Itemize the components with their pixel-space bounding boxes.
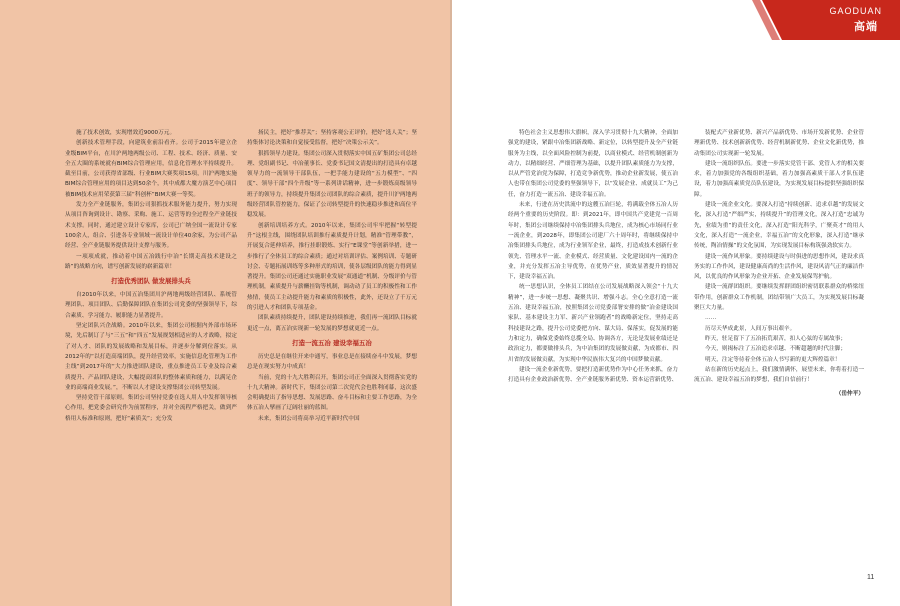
article-column-3 xyxy=(508,128,678,593)
right-page xyxy=(452,0,900,606)
section-heading: 打造优秀团队 做发展排头兵 xyxy=(111,277,191,286)
paragraph: 一项项成就，推动着中国五冶践行中冶“长期走高技术建设之路”的战略方向，谱写创新发展的崭新篇章！ xyxy=(65,253,237,270)
page-number: 11 xyxy=(867,574,875,581)
paragraph: 团队素质持续提升，团队建设持续推进，我们再一流团队目标就更近一点，离五冶实现新一轮发展的梦想就更近一点。 xyxy=(247,315,417,332)
paragraph: 建设一流作风形象。要持续建设与时俱进的思想作风，建设求真务实的工作作风，建设健康高尚的生活作风，建设风清气正的廉洁作风，以优良的作风形象为企业开拓、企业发展保驾护航。 xyxy=(694,253,864,281)
paragraph: 建设一流群团组织。要继续发挥群团组织密切联系群众的桥梁纽带作用，创新群众工作机制，团结带领广大员工，为实现发展目标凝聚巨大力量。 xyxy=(694,284,864,312)
paragraph: 站在新的历史起点上，我们激情满怀，展望未来，你将着打造一流五冶、建设幸福五冶的梦想，我们自信前行！ xyxy=(694,366,864,384)
paragraph: 统一思想认识，全体员工团结在公司发展战略深入领会“十九大精神”，进一步统一思想、凝聚共识、增强斗志。全心全意打造一流五冶、建设幸福五冶，按照集团公司党委部署安排的做“冶金建设国家队、基本建设主力军、新兴产业领跑者”的战略新定位，坚持走高科技建设之路，提升公司党委把方向、谋大局、保落实，促发展的能力和定力，确保党委始终总揽全局、协调各方，无论是发展业绩还是政治定力，都要做排头兵，为中冶集团的发展做贡献，为成都市、四川省的发展做贡献，为实现中华民族伟大复兴的中国梦做贡献。 xyxy=(508,284,678,363)
paragraph: 创新培训培养方式。2010年以来，集团公司牢牢把握“转型提升”这根主线，围绕团队培训推行素质提升计划，精准“管理带教”，开展复合延伸培养，推行挂职锻炼、实行“E课堂”等创新举措，进一步推行了全体员工的综合素质；通过对培训评估、案例培训、专题研讨会、专题拓展训练等多种形式的培训，使各层级团队的能力得到显著提升。集团公司还通过实施职业发展“双通道”机制、分级评价与管理机制，素质提升与薪酬挂钩等机制，调动动了员工的积极性和工作热情，使员工主动提升能力和素质的积极性，此外，还设立了千万元的引进人才和团队专项基金。 xyxy=(247,222,417,312)
paragraph: 建设一流企业文化。要深入打造“持续创新、追求卓越”的发展文化，深入打造“严细严实，持续提升”的管理文化，深入打造“忠诚为先，业绩为重”的责任文化，深入打造“阳光科学，广聚英才”的用人文化，深入打造“一流企业，幸福五冶”的文化形象，深入打造“继承传统，陶冶情操”的文化氛围，为实现发展目标构筑强劲软实力。 xyxy=(694,202,864,250)
paragraph: 扬民主，把好“推荐关”；坚持客观公正评价，把好“选人关”；坚持集体讨论决策和自觉接受监督，把好“决策公示关”。 xyxy=(247,130,417,147)
article-column-4 xyxy=(694,128,864,593)
article-column-1 xyxy=(65,128,237,593)
paragraph: 建设一流企业新优势，要把打造新优势作为中心任务来抓，奋力打造具有企业政治新优势、全产业链服务新优势、资本运营新优势、 xyxy=(508,366,678,384)
paragraph: 今天，则揭标注了五冶追求卓越、不断超越的时代注脚； xyxy=(705,346,847,353)
paragraph: 坚定团队兴企战略。2010年以来，集团公司根据内外部市场环境，先后制订了与“三五”和“四五”发展规划相适应的人才战略，拟定了对人才、团队的发展战略和发展目标，并逐步分解到位落实。从2012年的“以打造高端团队，提升经营效率，实施信息化管理为工作主线”到2017年的“大力推进团队建设，重点推进员工专业及综合素质提升、产品团队建设，大幅提高团队的整体素质和能力，以满足企业的高端商业发展。”，不断以人才建设支撑集团公司转型发展。 xyxy=(65,323,237,391)
paragraph: 发力全产业链服务，集团公司狠抓技术服务能力提升，努力实现从项目咨询到设计、勘察、采购、施工、运营等的全过程全产业链技术支撑。同时，通过建立设计专家库，公司已广纳全国一流设计专家100余人，组合、引进各专业领域一流设计单位40余家，为公司产品经营、全产业链服务提供设计支撑与服务。 xyxy=(65,202,237,250)
paragraph: 施了技术创效，实现增效近9000万元。 xyxy=(76,130,176,136)
ellipsis-line: …… xyxy=(705,315,717,322)
section-label-cn: 高端 xyxy=(854,20,878,33)
paragraph: 自2010年以来，中国五冶集团川沪两地两级经营团队、系统管理团队、项目团队、后勤保障团队在集团公司党委的坚强领导下，综合素质、学习能力、履职能力显著提升。 xyxy=(65,292,237,319)
paragraph: 特色社会主义思想伟大旗帜，深入学习贯彻十九大精神，全面加强党的建设，紧跟中冶集团新战略、新定位，以转型提升及全产业链服务为主线，以全面风险控制为前提，以商业模式、经营机制创新为动力，以精细经营、严细管理为基础，以提升团队素质能力为支撑，以从严管党治党为保障，打造竞争新优势，推动企业新发展，使五冶人也带在集团公司党委的坚强领导下，以“发展企业、成就员工”为己任，奋力打造一流五冶、建设幸福五冶。 xyxy=(508,130,678,198)
paragraph: 创新技术管理手段，向建筑业前沿看齐。公司于2015年建立企业级BIM平台，在川沪两地两级公司、工程、技术、经济、质量、安全五大圈的系统就有BIM综合管理应用，信息化管理水平持续提升。截至目前，公司获得省部级、行业BIM大赛奖项15项，川沪两地实施BIM综合管理应用的项目达到50余个，其中成都大魔方演艺中心项目被BIM技术应用荣获第三届“科创杯”BIM大赛一等奖。 xyxy=(65,140,237,198)
author-byline: （岳仲平） xyxy=(835,391,864,398)
section-label-en: GAODUAN xyxy=(829,6,882,16)
paragraph: 历尽天华成此景，人间万事出艰辛。 xyxy=(705,325,796,332)
paragraph: 坚持党管干部原则。集团公司坚持党委在选人用人中发挥领导核心作用，把党委会研究作为前置程序，并对全流程严格把关，做到严格用人标准和原则，把好“素质关”；充分发 xyxy=(65,395,237,422)
paragraph: 未来，行进在历史洪流中的这艘五冶巨轮，将满载全体五冶人历经两个重要的历史阶段。即：到2021年，即中国共产党建党一百周年时，集团公司继续保持中冶集团排头兵地位，成为核心市场同行业一流企业，到2028年，即集团公司建厂六十周年时，将继续保持中冶集团排头兵地位，成为行业领军企业，最终，打造成技术创新行业领先、管理水平一流、企业模式、经营质量、文化建设国内一流的企业，并充分发挥五冶主导优势，在优势产业，质效显著提升的情况下，建设幸福五冶。 xyxy=(508,202,678,281)
paragraph: 建设一流组织队伍。要进一步落实党管干部、党管人才的相关要求，着力加强党的各级组织基础，着力加强高素质干部人才队伍建设，着力加强高素质党员队伍建设，为实现发展目标提供坚强组织保障。 xyxy=(694,160,864,198)
paragraph: 装配式产业新优势、新兴产品新优势、市场开发新优势、企业管理新优势、技术创新新优势、经营机制新优势、企业文化新优势，推动集团公司实现新一轮发展。 xyxy=(694,130,864,157)
article-column-2 xyxy=(247,128,417,593)
paragraph: 昨天，驻足留下了五冶拓荒艰苦，扣人心弦的专属故事； xyxy=(705,335,847,342)
paragraph: 明天，注定等待着全体五冶人书写新的更大辉煌篇章！ xyxy=(705,356,841,363)
paragraph: 当前，党的十九大胜利召开，集团公司正全面深入贯彻落实党的十九大精神。新时代下，集团公司第二次党代会也胜利闭幕，这次盛会明确提出了指导思想、发展思路、奋斗目标和主要工作思路，为全体五冶人擘画了辽阔壮丽的蓝图。 xyxy=(247,374,417,412)
section-heading: 打造一流五冶 建设幸福五冶 xyxy=(292,338,372,347)
paragraph: 未来，集团公司将高举习近平新时代中国 xyxy=(258,415,360,422)
paragraph: 狠抓领导力建设。集团公司深入贯彻落实中国五矿集团公司总经理、党组副书记、中冶董事长、党委书记国文清提出的打造具有卓越领导力的一流领导干部队伍，一把手能力建设的“五力模型”、“四度”、领导干部“四个升级”等一系列讲话精神，进一步锻炼高级领导班子的领导力，持续提升集团公司团队的综合素质，提升川沪两地两级经营团队管控能力，保证了公司转型提升的快速稳步推进和高位平稳发展。 xyxy=(247,150,417,219)
paragraph: 历史总是在继往开来中通写，事业总是在接续奋斗中发展，梦想总是在现实努力中成真！ xyxy=(247,353,417,371)
